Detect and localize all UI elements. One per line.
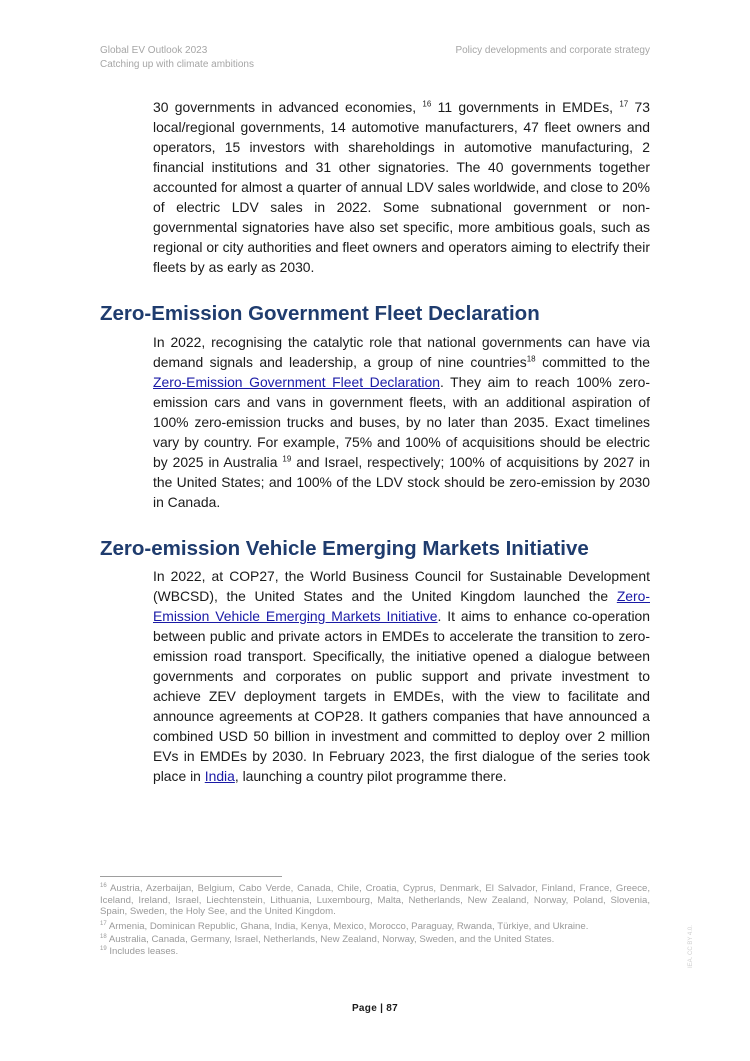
footnote-ref-17[interactable]: 17	[619, 99, 629, 109]
license-note: IEA. CC BY 4.0.	[688, 925, 694, 968]
footnote-ref-18[interactable]: 18	[526, 354, 536, 364]
report-subtitle: Catching up with climate ambitions	[100, 59, 254, 70]
page-footer	[0, 1003, 750, 1014]
zev-initiative-link[interactable]: Zero-Emission Vehicle Emerging Markets Initiative	[153, 588, 650, 624]
footnote-17: $^{17}$ Armenia, Dominican Republic, Ghana, India, Kenya, Mexico, Morocco, Paraguay, Rwanda, Türkiye, and Ukraine.	[100, 920, 589, 932]
footnote-ref-19[interactable]: 19	[282, 454, 292, 464]
zev-emerging-markets-paragraph: In 2022, at COP27, the World Business Council for Sustainable Development (WBCSD), the United States and the United Kingdom launched the Zero-Emission Vehicle Emerging Markets Initiative. It aims to enhance co-operation between public and private actors in EMDEs to accelerate the transition to zero-emission road transport. Specifically, the initiative opened a dialogue between governments and corporates on public support and private investment to achieve ZEV deployment targets in EMDEs, with the view to facilitate and announce agreements at COP28. It gathers companies that have announced a combined USD 50 billion in investment and committed to deploy over 2 million EVs in EMDEs by 2030. In February 2023, the first dialogue of the series took place in India, launching a country pilot programme there.	[153, 568, 650, 784]
fleet-declaration-paragraph: In 2022, recognising the catalytic role that national governments can have via demand signals and leadership, a group of nine countries$^{18}$ committed to the Zero-Emission Government Fleet Declaration. They aim to reach 100% zero-emission cars and vans in government fleets, with an additional aspiration of 100% zero-emission trucks and buses, by no later than 2035. Exact timelines vary by country. For example, 75% and 100% of acquisitions should be electric by 2025 in Australia $^{19}$ and Israel, respectively; 100% of acquisitions by 2027 in the United States; and 100% of the LDV stock should be zero-emission by 2030 in Canada.	[153, 334, 650, 510]
intro-paragraph: 30 governments in advanced economies, $^{16}$ 11 governments in EMDEs, $^{17}$ 73 local/regional governments, 14 automotive manufacturers, 47 fleet owners and operators, 15 investors with shareholdings in automotive manufacturing, 2 financial institutions and 31 other signatories. The 40 governments together accounted for almost a quarter of annual LDV sales worldwide, and close to 20% of electric LDV sales in 2022. Some subnational government or non-governmental signatories have also set specific, more ambitious goals, such as regional or city authorities and fleet owners and operators aiming to electrify their fleets by as early as 2030.	[153, 99, 651, 275]
section-header: Policy developments and corporate strategy	[455, 45, 650, 56]
footnote-19: $^{19}$ Includes leases.	[100, 945, 179, 957]
india-link[interactable]: India	[204, 768, 235, 784]
section-heading-fleet-declaration: Zero-Emission Government Fleet Declaration	[100, 302, 540, 325]
fleet-declaration-link[interactable]: Zero-Emission Government Fleet Declaration	[153, 374, 440, 390]
page-number: Page | 87	[351, 1003, 399, 1014]
footnote-16: $^{16}$ Austria, Azerbaijan, Belgium, Cabo Verde, Canada, Chile, Croatia, Cyprus, Denmark, El Salvador, Finland, France, Greece, Iceland, Ireland, Israel, Liechtenstein, Lithuania, Luxembourg, Malta, Netherlands, New Zealand, Norway, Poland, Slovenia, Spain, Sweden, the Holy See, and the United Kingdom.	[100, 882, 650, 917]
running-header-left	[100, 44, 254, 72]
footnote-ref-16[interactable]: 16	[422, 99, 432, 109]
footnote-divider	[100, 876, 282, 877]
report-title: Global EV Outlook 2023	[100, 45, 208, 56]
footnote-18: $^{18}$ Australia, Canada, Germany, Israel, Netherlands, New Zealand, Norway, Sweden, and the United States.	[100, 933, 555, 945]
section-heading-zev-emerging-markets: Zero-emission Vehicle Emerging Markets Initiative	[100, 537, 589, 560]
